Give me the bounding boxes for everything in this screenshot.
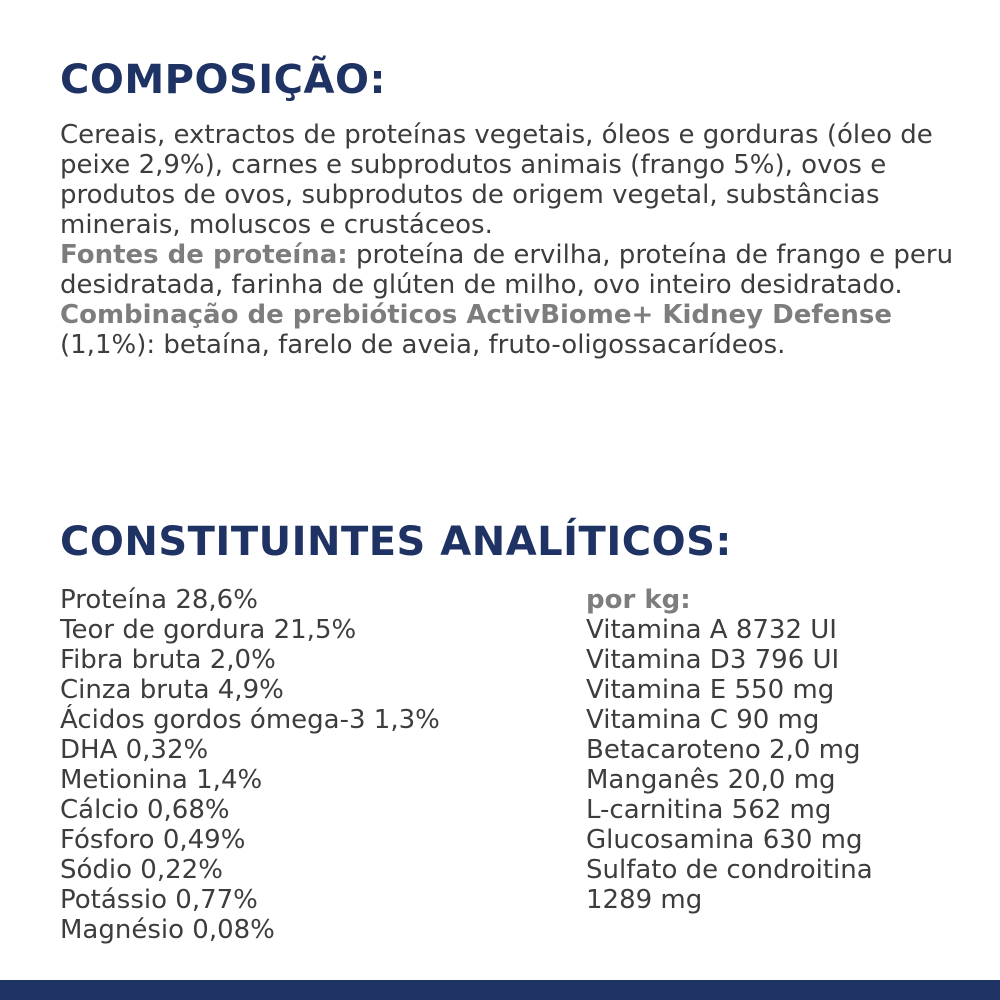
analytic-item: Fósforo 0,49%	[60, 825, 246, 855]
per-kg-item: Vitamina D3 796 UI	[586, 645, 840, 675]
protein-sources-paragraph	[60, 240, 975, 300]
prebiotic-label: Combinação de prebióticos ActivBiome+ Kidney Defense	[60, 300, 892, 330]
per-kg-list	[586, 585, 986, 915]
per-kg-item: Betacaroteno 2,0 mg	[586, 735, 861, 765]
composition-main-text: Cereais, extractos de proteínas vegetais, óleos e gorduras (óleo de peixe 2,9%), carnes e subprodutos animais (frango 5%), ovos e produtos de ovos, subprodutos de origem vegetal, substâncias minerais, moluscos e crustáceos.	[60, 120, 933, 240]
analytic-item: Fibra bruta 2,0%	[60, 645, 276, 675]
analytic-item: Metionina 1,4%	[60, 765, 263, 795]
prebiotic-paragraph	[60, 300, 975, 360]
analytic-item: Ácidos gordos ómega-3 1,3%	[60, 705, 440, 735]
protein-sources-label: Fontes de proteína:	[60, 240, 348, 270]
analytic-item: Proteína 28,6%	[60, 585, 258, 615]
per-kg-item: Manganês 20,0 mg	[586, 765, 836, 795]
analytic-item: Magnésio 0,08%	[60, 915, 275, 945]
analytic-constituents-list	[60, 585, 560, 945]
per-kg-item: Vitamina A 8732 UI	[586, 615, 837, 645]
analytic-item: Potássio 0,77%	[60, 885, 258, 915]
protein-sources-text: proteína de ervilha, proteína de frango e peru desidratada, farinha de glúten de milho, ovo inteiro desidratado.	[60, 240, 954, 300]
bottom-bar	[0, 980, 1000, 1000]
composition-section	[60, 120, 975, 360]
analytic-item: Sódio 0,22%	[60, 855, 223, 885]
per-kg-item: L-carnitina 562 mg	[586, 795, 832, 825]
analytic-item: DHA 0,32%	[60, 735, 209, 765]
composition-heading: COMPOSIÇÃO:	[60, 57, 386, 103]
analytic-item: Cinza bruta 4,9%	[60, 675, 284, 705]
per-kg-item: Vitamina E 550 mg	[586, 675, 835, 705]
per-kg-item: Vitamina C 90 mg	[586, 705, 820, 735]
per-kg-item: Glucosamina 630 mg	[586, 825, 863, 855]
analytic-item: Teor de gordura 21,5%	[60, 615, 357, 645]
analytic-item: Cálcio 0,68%	[60, 795, 230, 825]
per-kg-label: por kg:	[586, 585, 691, 615]
prebiotic-text: (1,1%): betaína, farelo de aveia, fruto-oligossacarídeos.	[60, 330, 786, 360]
per-kg-item: Sulfato de condroitina	[586, 855, 873, 885]
analytic-heading: CONSTITUINTES ANALÍTICOS:	[60, 519, 732, 565]
per-kg-item: 1289 mg	[586, 885, 703, 915]
